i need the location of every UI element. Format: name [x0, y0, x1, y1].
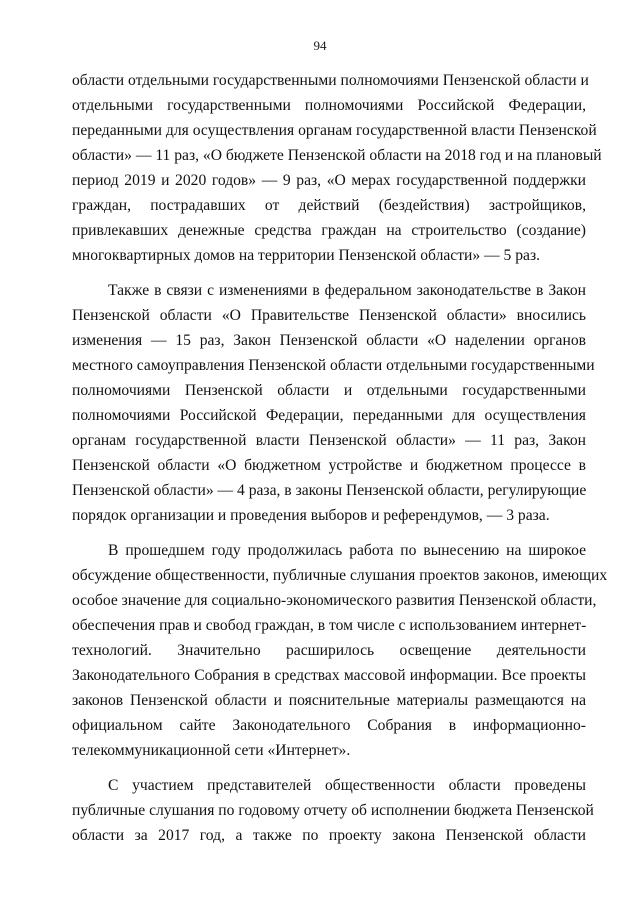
text-line: С участием представителей общественности области проведены [108, 777, 586, 794]
text-line: граждан, пострадавших от действий (бездействия) застройщиков, [72, 197, 586, 214]
text-line: изменения — 15 раз, Закон Пензенской области «О наделении органов [72, 332, 586, 349]
text-line: технологий. Значительно расширилось освещение деятельности [72, 642, 586, 659]
text-line: особое значение для социально-экономического развития Пензенской области, [72, 592, 597, 609]
text-line: полномочиями Пензенской области и отдельными государственными [72, 382, 586, 399]
text-line: Также в связи с изменениями в федеральном законодательстве в Закон [108, 282, 586, 299]
text-line: органам государственной власти Пензенской области» — 11 раз, Закон [72, 432, 586, 449]
paragraph [72, 773, 594, 848]
paragraph [72, 538, 608, 763]
text-line: обсуждение общественности, публичные слушания проектов законов, имеющих [72, 567, 608, 584]
paragraph [72, 68, 602, 268]
page-number: 94 [313, 38, 327, 53]
text-line: многоквартирных домов на территории Пензенской области» — 5 раз. [72, 247, 541, 264]
text-line: полномочиями Российской Федерации, переданными для осуществления [72, 407, 586, 424]
text-line: порядок организации и проведения выборов и референдумов, — 3 раза. [72, 507, 550, 524]
paragraph [72, 278, 595, 528]
text-line: области за 2017 год, а также по проекту закона Пензенской области [72, 827, 586, 844]
text-line: Пензенской области «О Правительстве Пензенской области» вносились [72, 307, 586, 324]
text-line: привлекавших денежные средства граждан на строительство (создание) [72, 222, 586, 239]
text-line: отдельными государственными полномочиями Российской Федерации, [72, 97, 586, 114]
text-line: местного самоуправления Пензенской области отдельными государственными [72, 357, 595, 374]
text-line: переданными для осуществления органам государственной власти Пензенской [72, 122, 597, 139]
text-line: Пензенской области «О бюджетном устройстве и бюджетном процессе в [72, 457, 586, 474]
text-line: Законодательного Собрания в средствах массовой информации. Все проекты [72, 667, 586, 684]
text-line: В прошедшем году продолжилась работа по вынесению на широкое [108, 542, 586, 559]
text-line: области отдельными государственными полномочиями Пензенской области и [72, 72, 589, 89]
text-line: официальном сайте Законодательного Собрания в информационно- [72, 717, 586, 734]
text-line: телекоммуникационной сети «Интернет». [72, 742, 351, 759]
text-line: Пензенской области» — 4 раза, в законы Пензенской области, регулирующие [72, 482, 587, 499]
text-line: публичные слушания по годовому отчету об исполнении бюджета Пензенской [72, 802, 594, 819]
document-body [72, 68, 608, 848]
text-line: законов Пензенской области и пояснительные материалы размещаются на [72, 692, 586, 709]
text-line: обеспечения прав и свобод граждан, в том числе с использованием интернет- [72, 617, 587, 634]
text-line: области» — 11 раз, «О бюджете Пензенской области на 2018 год и на плановый [72, 147, 602, 164]
text-line: период 2019 и 2020 годов» — 9 раз, «О мерах государственной поддержки [72, 172, 586, 189]
